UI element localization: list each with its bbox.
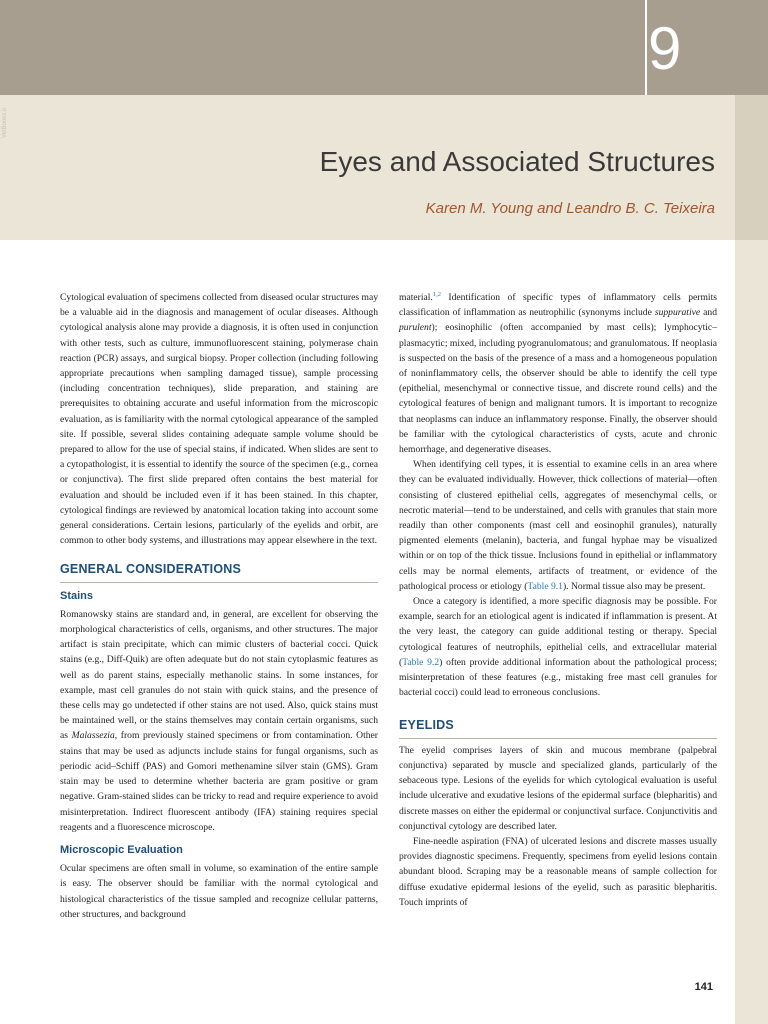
paragraph-fna: Fine-needle aspiration (FNA) of ulcerated lesions and discrete masses usually provides diagnostic specimens. Frequently, specimens from eyelid lesions contain abundant blood. Scraping may be a reasonable means of sample collection for diffuse exudative epidermal lesions of the eyelid, such as parasitic blepharitis. Touch imprints of: [399, 835, 717, 908]
chapter-title: Eyes and Associated Structures: [319, 146, 715, 177]
page-number: 141: [694, 981, 713, 993]
citation-link[interactable]: 1,2: [432, 290, 441, 298]
subheading-stains: Stains: [60, 589, 94, 602]
paragraph-inflammation: material.$^{1,2}$ Identification of specific types of inflammatory cells permits classification of inflammation as neutrophilic (synonyms include suppurative and purulent); eosinophilic (often accompanied by mast cells); lymphocytic–plasmacytic; mixed, including pyogranulomatous; and granulomatous. If neoplasia is suspected on the basis of the presence of a mass and a homogeneous population of noninflammatory cells, the observer should be able to identify the cell type (epithelial, mesenchymal or connective tissue, and discrete round cells) and the cytological features of benign and malignant tumors. It is important to recognize that neoplasms can induce an inflammatory response. Finally, the observer should be familiar with the cytological characteristics of cysts, acute and chronic hemorrhage, and degenerative diseases.: [399, 290, 717, 456]
right-margin-bar-top: [735, 95, 768, 240]
paragraph-cell-types: When identifying cell types, it is essential to examine cells in an area where they can be evaluated individually. However, thick collections of material—often consisting of clustered epithelial cells, aggregates of mesenchymal cells, or necrotic material—tend to be understained, and cells with granules that stain more readily than other components (mast cell and eosinophil granules), naturally pigmented elements (melanin), bacteria, and fungal hyphae may be visualized within or on top of the thick tissue. Inclusions found in epithelial or inflammatory cells may be normal elements, artifacts of treatment, or evidence of the pathological process or etiology (Table 9.1). Normal tissue also may be present.: [399, 459, 717, 592]
side-tab: [0, 100, 14, 140]
left-column: [60, 290, 378, 922]
stains-paragraph: Romanowsky stains are standard and, in general, are excellent for observing the morphological characteristics of cells, organisms, and other structures. The major artifact is stain precipitate, which can mimic clusters of bacterial cocci. Quick stains (e.g., Diff-Quik) are often adequate but do not stain cytoplasmic features as well as do parent stains, especially methanolic stains. In some instances, for example, mast cell granules do not stain with quick stains, and the presence of these cells may go undetected if other stains are not used. Also, quick stains must be maintained well, or the stains themselves may contain certain organisms, such as Malassezia, from previously stained specimens or from contamination. Other stains that may be used as adjuncts include stains for fungal organisms, such as periodic acid–Schiff (PAS) and Gomori methenamine silver stain (GMS). Gram stain may be used to determine whether bacteria are gram positive or gram negative. Gram-stained slides can be tricky to read and require experience to avoid misinterpretation. Indirect fluorescent antibody (IFA) staining requires special reagents and a fluorescence microscope.: [60, 608, 379, 833]
table-9-2-link[interactable]: Table 9.2: [402, 656, 440, 668]
right-margin-bar: [735, 240, 768, 1024]
chapter-divider: [645, 0, 647, 95]
subheading-microscopic-evaluation: Microscopic Evaluation: [60, 843, 183, 856]
paragraph-eyelid-anatomy: The eyelid comprises layers of skin and mucous membrane (palpebral conjunctiva) separated by muscle and specialized glands, particularly of the sebaceous type. Lesions of the eyelids for which cytological evaluation is useful include ulcerative and exudative lesions of the epidermal surface (blepharitis) and discrete masses on either the epidermal or conjunctival surface. Conjunctivitis and conjunctival cytology are described later.: [399, 744, 717, 832]
chapter-authors: Karen M. Young and Leandro B. C. Teixeira: [425, 200, 715, 217]
intro-paragraph: Cytological evaluation of specimens collected from diseased ocular structures may be a valuable aid in the diagnosis and management of ocular diseases. Although cytological analysis alone may provide a diagnosis, it is often used in conjunction with other tests, such as culture, immunofluorescent staining, polymerase chain reaction (PCR) assays, and surgical biopsy. Proper collection (including following appropriate precautions when sampling damaged tissue), sample processing (including concentration techniques), slide preparation, and staining are prerequisites to obtaining accurate and useful information from the microscopic evaluation, as is familiarity with the normal cytological appearance of the sampled site. If possible, several slides containing adequate sample volume should be prepared to allow for the use of special stains, if indicated. When slides are sent to a cytopathologist, it is essential to identify the source of the specimen (e.g., cornea or conjunctiva). The first slide prepared often contains the best material for evaluation and should be included even if it has been stained. In this chapter, cytological findings are reviewed by anatomical location taking into account some general considerations. Certain lesions, particularly of the eyelids and orbit, are common to other body systems, and illustrations may appear elsewhere in the text.: [60, 292, 378, 547]
table-9-1-link[interactable]: Table 9.1: [527, 580, 563, 592]
side-tab-label: VetBooks.ir: [2, 107, 8, 138]
section-heading-eyelids: EYELIDS: [399, 718, 717, 738]
microscopic-paragraph: Ocular specimens are often small in volume, so examination of the entire sample is easy. The observer should be familiar with the normal cytological and histological characteristics of the tissue sampled and recognize cellular patterns, other structures, and background: [60, 863, 378, 920]
paragraph-diagnosis: Once a category is identified, a more specific diagnosis may be possible. For example, search for an etiological agent is indicated if inflammation is present. At the very least, the category can guide additional testing or therapy. Special cytological features of neutrophils, epithelial cells, and extracellular material (Table 9.2) often provide additional information about the pathological process; misinterpretation of these features (e.g., mistaking free mast cell granules for bacterial cocci) could lead to erroneous conclusions.: [399, 596, 718, 699]
chapter-number: 9: [648, 15, 682, 82]
section-heading-general: GENERAL CONSIDERATIONS: [60, 562, 378, 582]
right-column: [399, 290, 717, 910]
